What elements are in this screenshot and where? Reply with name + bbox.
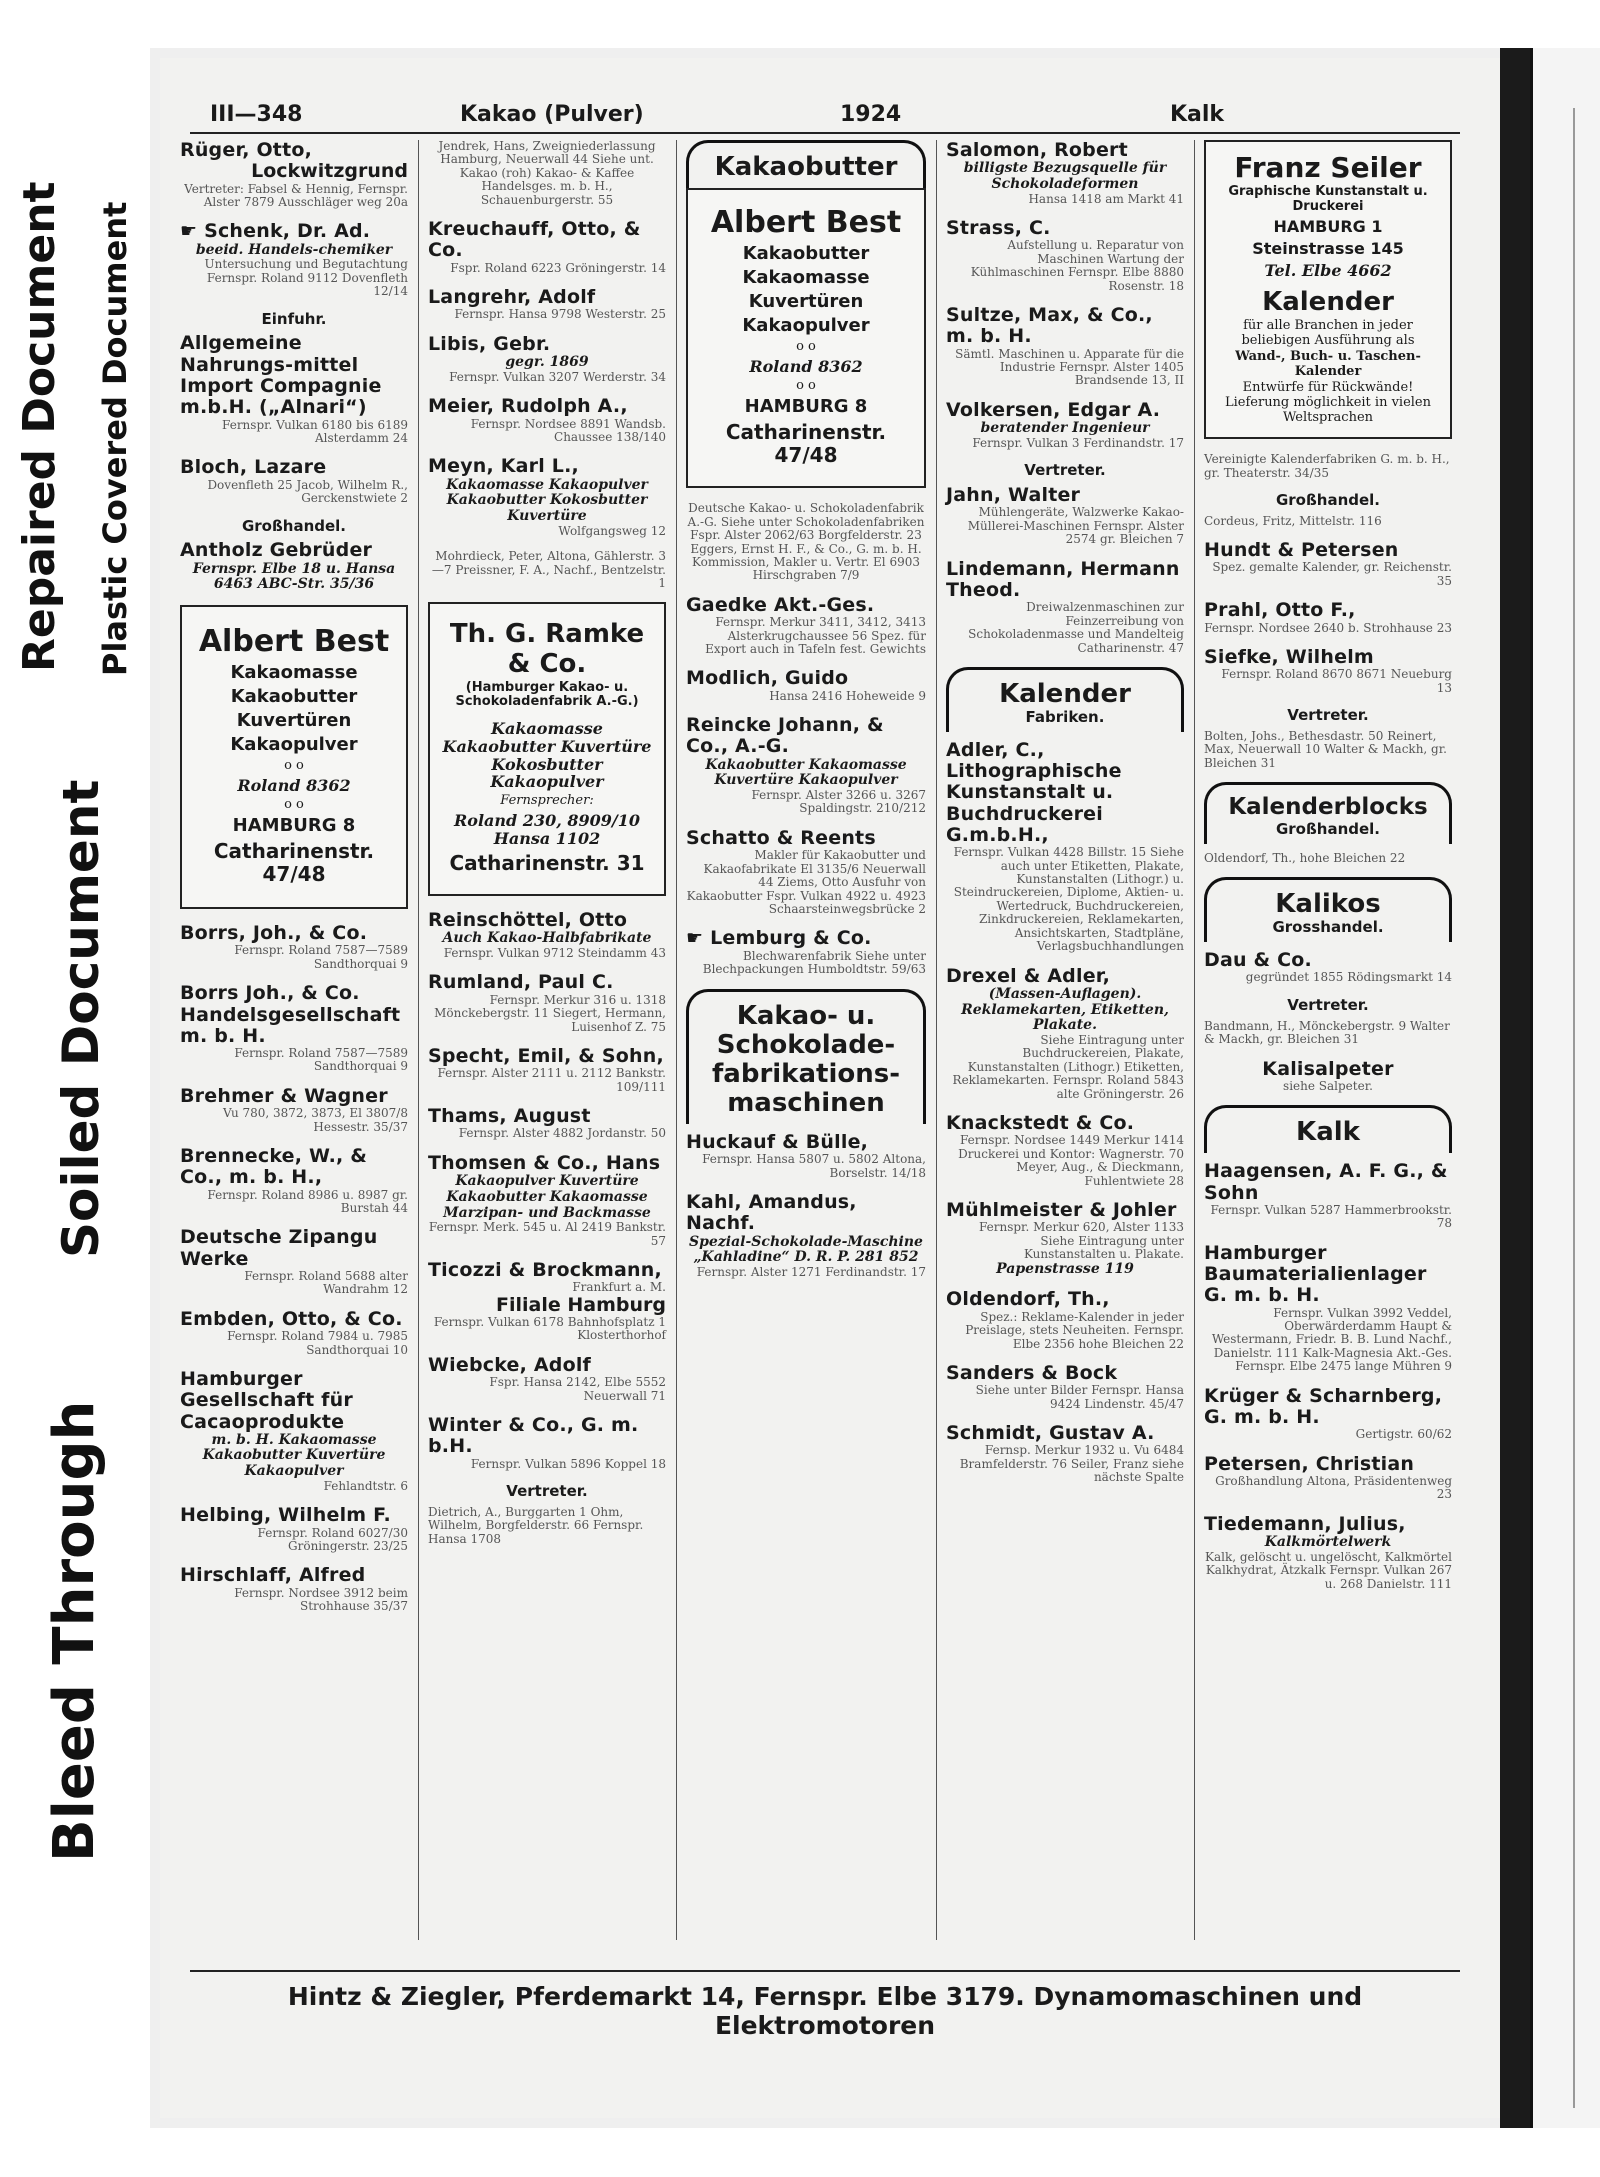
page-footer: Hintz & Ziegler, Pferdemarkt 14, Fernspr. Elbe 3179. Dynamomaschinen und Elektromotoren [190,1970,1460,2040]
column-divider [676,140,677,1940]
list-item: Meier, Rudolph A., Fernspr. Nordsee 8891 Wandsb. Chaussee 138/140 [428,395,666,444]
list-item: Hirschlaff, Alfred Fernspr. Nordsee 3912 beim Strohhause 35/37 [180,1564,408,1614]
list-item: Vereinigte Kalenderfabriken G. m. b. H., gr. Theaterstr. 34/35 [1204,452,1450,480]
list-item: Libis, Gebr. gegr. 1869 Fernspr. Vulkan 3207 Werderstr. 34 [428,332,666,384]
list-item: Meyn, Karl L., Kakaomasse Kakaopulver Kakaobutter Kokosbutter Kuvertüre Wolfgangsweg 12 [428,455,666,538]
list-item: Bandmann, H., Mönckebergstr. 9 Walter & Mackh, gr. Bleichen 31 [1204,1018,1450,1047]
list-item: Salomon, Robert billigste Bezugsquelle für Schokoladeformen Hansa 1418 am Markt 41 [946,139,1184,206]
kalikos-banner: Kalikos Grosshandel. [1204,877,1452,942]
section-heading: Vertreter. [1024,461,1106,480]
header-year: 1924 [840,102,902,127]
pointing-hand-icon: ☛ [180,220,205,243]
list-item: Allgemeine Nahrungs-mittel Import Compagnie m.b.H. („Alnari“) Fernspr. Vulkan 6180 bis 6189 Alsterdamm 24 [180,332,408,445]
list-item: Brennecke, W., & Co., m. b. H., Fernspr. Roland 8986 u. 8987 gr. Burstah 44 [180,1145,408,1216]
list-item: Jendrek, Hans, Zweigniederlassung Hamburg, Neuerwall 44 Siehe unt. Kakao (roh) Kakao- & Kaffee Handelsges. m. b. H., Schauenburgerstr. 55 [438,139,656,207]
list-item: Gaedke Akt.-Ges. Fernspr. Merkur 3411, 3412, 3413 Alsterkrugchaussee 56 Spez. für Export auch in Tafeln fest. Gewichts [686,593,926,657]
label-sidebar [0,0,150,2177]
list-item: Haagensen, A. F. G., & Sohn Fernspr. Vulkan 5287 Hammerbrookstr. 78 [1204,1160,1452,1231]
kakaobutter-banner: Kakaobutter [686,140,926,188]
list-item: Reincke Johann, & Co., A.-G. Kakaobutter Kakaomasse Kuvertüre Kakaopulver Fernspr. Alster 3266 u. 3267 Spaldingstr. 210/212 [686,714,926,816]
list-item: Thomsen & Co., Hans Kakaopulver Kuvertüre Kakaobutter Kakaomasse Marzipan- und Backmasse Fernspr. Merk. 545 u. Al 2419 Bankstr. 57 [428,1151,666,1248]
list-item: Langrehr, Adolf Fernspr. Hansa 9798 Westerstr. 25 [428,286,666,322]
list-item: Borrs Joh., & Co. Handelsgesellschaft m. b. H. Fernspr. Roland 7587—7589 Sandthorquai 9 [180,982,408,1074]
list-item: Hamburger Baumaterialienlager G. m. b. H. Fernspr. Vulkan 3992 Veddel, Oberwärderdamm Haupt & Westermann, Friedr. B. B. Lund Nachf., Danielstr. 111 Kalk-Magnesia Akt.-Ges. Fernspr. Elbe 2475 lange Mühren 9 [1204,1241,1452,1374]
list-item: Kahl, Amandus, Nachf. Spezial-Schokolade-Maschine „Kahladine“ D. R. P. 281 852 Fernspr. Alster 1271 Ferdinandstr. 17 [686,1191,926,1279]
list-item: Tiedemann, Julius, Kalkmörtelwerk Kalk, gelöscht u. ungelöscht, Kalkmörtel Kalkhydrat, Ätzkalk Fernspr. Vulkan 267 u. 268 Danielstr. 111 [1204,1512,1452,1591]
column-1 [180,140,408,1940]
list-item: Rumland, Paul C. Fernspr. Merkur 316 u. 1318 Mönckebergstr. 11 Siegert, Hermann, Luisenhof Z. 75 [428,971,666,1034]
list-item: ☛ Schenk, Dr. Ad. beeid. Handels-chemiker Untersuchung und Begutachtung Fernspr. Roland 9112 Dovenfleth 12/14 [180,220,408,299]
list-item: Winter & Co., G. m. b.H. Fernspr. Vulkan 5896 Koppel 18 [428,1414,666,1471]
pointing-hand-icon: ☛ [686,927,711,950]
section-heading: Vertreter. [1287,706,1369,725]
list-item: Adler, C., Lithographische Kunstanstalt u. Buchdruckerei G.m.b.H., Fernspr. Vulkan 4428 Billstr. 15 Siehe auch unter Etiketten, Plakate, Kunstanstalten (Lithogr.) u. Steindruckereien, Diplome, Aktien- u. Wertedruck, Buchdruckereien, Zinkdruckereien, Reklamekarten, Ansichtskarten, Stadtpläne, Verlagsbuchhandlungen [946,738,1184,954]
list-item: Jahn, Walter Mühlengeräte, Walzwerke Kakao-Müllerei-Maschinen Fernspr. Alster 2574 gr. Bleichen 7 [946,484,1184,547]
section-heading: Einfuhr. [261,309,327,328]
binding-shadow [1500,48,1530,2128]
list-item: Dau & Co. gegründet 1855 Rödingsmarkt 14 [1204,949,1452,985]
list-item: Drexel & Adler, (Massen-Auflagen). Reklamekarten, Etiketten, Plakate. Siehe Eintragung unter Buchdruckereien, Plakate, Kunstanstalten (Lithogr.) Etiketten, Reklamekarten. Fernspr. Roland 5843 alte Gröningerstr. 26 [946,964,1184,1101]
list-item: Kalisalpeter siehe Salpeter. [1262,1057,1394,1093]
document-page [160,58,1500,2118]
list-item: Deutsche Kakao- u. Schokoladenfabrik A.-G. Siehe unter Schokoladenfabriken Fspr. Alster 2062/63 Borgfelderstr. 23 Eggers, Ernst H. F., & Co., G. m. b. H. Kommission, Makler u. Vertr. El 6903 Hirschgraben 7/9 [687,501,925,583]
list-item: Mühlmeister & Johler Fernspr. Merkur 620, Alster 1133 Siehe Eintragung unter Kunstanstalten u. Plakate. Papenstrasse 119 [946,1199,1184,1277]
list-item: Reinschöttel, Otto Auch Kakao-Halbfabrikate Fernspr. Vulkan 9712 Steindamm 43 [428,909,666,961]
section-heading: Großhandel. [1275,490,1381,509]
list-item: Sultze, Max, & Co., m. b. H. Sämtl. Maschinen u. Apparate für die Industrie Fernspr. Alster 1405 Brandsende 13, II [946,304,1184,388]
list-item: Knackstedt & Co. Fernspr. Nordsee 1449 Merkur 1414 Druckerei und Kontor: Wagnerstr. 70 Meyer, Aug., & Dieckmann, Fuhlentwiete 28 [946,1112,1184,1188]
advertisement-ramke: Th. G. Ramke & Co. (Hamburger Kakao- u. Schokoladenfabrik A.-G.) Kakaomasse Kakaobutter Kuvertüre Kokosbutter Kakaopulver Fernsprecher: Roland 230, 8909/10 Hansa 1102 Catharinenstr. 31 [428,602,666,896]
list-item: Modlich, Guido Hansa 2416 Hoheweide 9 [686,667,926,703]
list-item: Wiebcke, Adolf Fspr. Hansa 2142, Elbe 5552 Neuerwall 71 [428,1353,666,1403]
column-3 [686,140,926,1940]
list-item: Hundt & Petersen Spez. gemalte Kalender, gr. Reichenstr. 35 [1204,539,1452,588]
maschinen-banner: Kakao- u. Schokolade- fabrikations- maschinen [686,989,926,1124]
kalk-banner: Kalk [1204,1105,1452,1153]
list-item: Krüger & Scharnberg, G. m. b. H. Gertigstr. 60/62 [1204,1384,1452,1442]
kalenderblocks-banner: Kalenderblocks Großhandel. [1204,782,1452,844]
list-item: Schatto & Reents Makler für Kakaobutter und Kakaofabrikate El 3135/6 Neuerwall 44 Ziems, Otto Ausfuhr von Kakaobutter Fspr. Vulkan 4922 u. 4923 Schaarsteinwegsbrücke 2 [686,826,926,916]
header-next: Kalk [1170,102,1225,127]
list-item: ☛ Lemburg & Co. Blechwarenfabrik Siehe unter Blechpackungen Humboldtstr. 59/63 [686,927,926,977]
list-item: Rüger, Otto, Lockwitzgrund Vertreter: Fabsel & Hennig, Fernspr. Alster 7879 Ausschläger weg 20a [180,139,408,209]
label-bleed: Bleed Through [42,1400,107,1862]
label-soiled: Soiled Document [52,779,110,1258]
column-2 [428,140,666,1940]
list-item: Kreuchauff, Otto, & Co. Fspr. Roland 6223 Gröningerstr. 14 [428,218,666,275]
list-item: Brehmer & Wagner Vu 780, 3872, 3873, El 3807/8 Hessestr. 35/37 [180,1084,408,1134]
list-item: Huckauf & Bülle, Fernspr. Hansa 5807 u. 5802 Altona, Borselstr. 14/18 [686,1130,926,1180]
section-heading: Vertreter. [1287,995,1369,1014]
section-heading: Vertreter. [506,1482,588,1500]
column-divider [936,140,937,1940]
advertisement-franz-seiler: Franz Seiler Graphische Kunstanstalt u. Druckerei HAMBURG 1 Steinstrasse 145 Tel. Elbe 4662 Kalender für alle Branchen in jeder beliebigen Ausführung als Wand-, Buch- u. Taschen-Kalender Entwürfe für Rückwände! Lieferung möglichkeit in vielen Weltsprachen [1204,140,1452,439]
list-item: Embden, Otto, & Co. Fernspr. Roland 7984 u. 7985 Sandthorquai 10 [180,1307,408,1357]
label-plastic: Plastic Covered Document [96,201,134,676]
list-item: Hamburger Gesellschaft für Cacaoprodukte m. b. H. Kakaomasse Kakaobutter Kuvertüre Kakaopulver Fehlandtstr. 6 [180,1368,408,1493]
next-page-edge [1530,48,1600,2128]
list-item: Volkersen, Edgar A. beratender Ingenieur Fernspr. Vulkan 3 Ferdinandstr. 17 [946,398,1184,450]
list-item: Specht, Emil, & Sohn, Fernspr. Alster 2111 u. 2112 Bankstr. 109/111 [428,1045,666,1094]
section-heading: Großhandel. [241,516,347,535]
column-4 [946,140,1184,1940]
list-item: Ticozzi & Brockmann, Frankfurt a. M. Filiale Hamburg Fernspr. Vulkan 6178 Bahnhofsplatz 1 Klosterthorhof [428,1259,666,1343]
list-item: Petersen, Christian Großhandlung Altona, Präsidentenweg 23 [1204,1452,1452,1502]
list-item: Siefke, Wilhelm Fernspr. Roland 8670 8671 Neueburg 13 [1204,646,1452,695]
kalender-banner: Kalender Fabriken. [946,667,1184,732]
list-item: Schmidt, Gustav A. Fernsp. Merkur 1932 u. Vu 6484 Bramfelderstr. 76 Seiler, Franz siehe nächste Spalte [946,1422,1184,1485]
list-item: Deutsche Zipangu Werke Fernspr. Roland 5688 alter Wandrahm 12 [180,1226,408,1297]
list-item: Thams, August Fernspr. Alster 4882 Jordanstr. 50 [428,1105,666,1141]
list-item: Cordeus, Fritz, Mittelstr. 116 [1204,513,1382,528]
list-item: Oldendorf, Th., Spez.: Reklame-Kalender in jeder Preislage, stets Neuheiten. Fernspr. Elbe 2356 hohe Bleichen 22 [946,1288,1184,1351]
list-item: Helbing, Wilhelm F. Fernspr. Roland 6027/30 Gröningerstr. 23/25 [180,1504,408,1553]
header-section: Kakao (Pulver) [460,102,644,127]
list-item: Borrs, Joh., & Co. Fernspr. Roland 7587—7589 Sandthorquai 9 [180,922,408,971]
list-item: Bloch, Lazare Dovenfleth 25 Jacob, Wilhelm R., Gerckenstwiete 2 [180,456,408,506]
label-repaired: Repaired Document [14,181,65,672]
list-item: Bolten, Johs., Bethesdastr. 50 Reinert, Max, Neuerwall 10 Walter & Mackh, gr. Bleichen 31 [1204,729,1447,770]
list-item: Sanders & Bock Siehe unter Bilder Fernspr. Hansa 9424 Lindenstr. 45/47 [946,1361,1184,1411]
advertisement-albert-best-2: Albert Best Kakaobutter Kakaomasse Kuvertüren Kakaopulver o o Roland 8362 o o HAMBURG 8 Catharinenstr. 47/48 [686,188,926,488]
advertisement-albert-best: Albert Best Kakaomasse Kakaobutter Kuvertüren Kakaopulver o o Roland 8362 o o HAMBURG 8 Catharinenstr. 47/48 [180,605,408,909]
list-item: Strass, C. Aufstellung u. Reparatur von Maschinen Wartung der Kühlmaschinen Fernspr. Elbe 8880 Rosenstr. 18 [946,217,1184,293]
list-item: Mohrdieck, Peter, Altona, Gählerstr. 3—7 Preissner, F. A., Nachf., Bentzelstr. 1 [431,549,666,590]
list-item: Oldendorf, Th., hohe Bleichen 22 [1204,850,1406,865]
column-5 [1204,140,1452,1940]
header-page-number: III—348 [210,102,303,127]
list-item: Dietrich, A., Burggarten 1 Ohm, Wilhelm, Borgfelderstr. 66 Fernspr. Hansa 1708 [428,1504,644,1546]
column-divider [418,140,419,1940]
column-divider [1194,140,1195,1940]
page-header [190,98,1460,134]
list-item: Lindemann, Hermann Theod. Dreiwalzenmaschinen zur Feinzerreibung von Schokoladenmasse und Mandelteig Catharinenstr. 47 [946,557,1184,655]
list-item: Prahl, Otto F., Fernspr. Nordsee 2640 b. Strohhause 23 [1204,599,1452,635]
list-item: Antholz Gebrüder Fernspr. Elbe 18 u. Hansa 6463 ABC-Str. 35/36 [180,539,396,593]
